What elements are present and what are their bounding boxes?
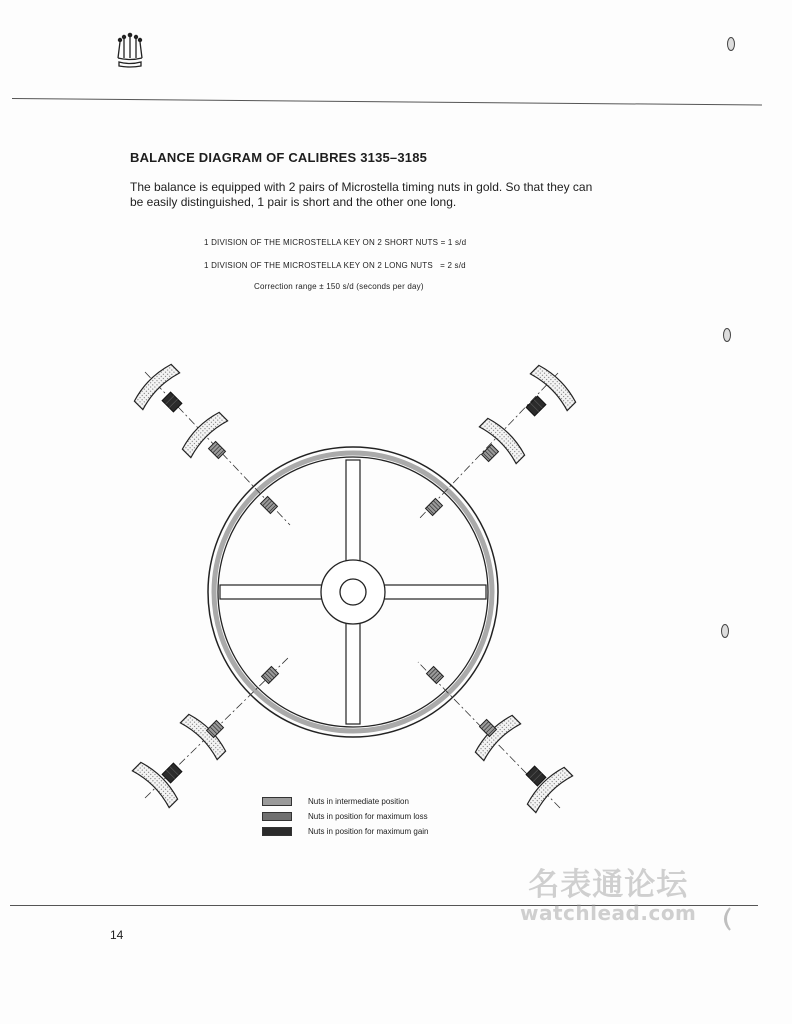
binder-hole-icon [720, 623, 730, 639]
legend-swatch-max-gain [262, 827, 292, 836]
intro-paragraph: The balance is equipped with 2 pairs of Microstella timing nuts in gold. So that they can be easily distinguished, 1 pair is short and the other one long. [130, 180, 593, 209]
legend-swatch-max-loss [262, 812, 292, 821]
watermark-line1: 名表通论坛 [528, 867, 689, 903]
legend-label: Nuts in position for maximum loss [308, 812, 428, 821]
legend-item-max-loss [262, 809, 429, 824]
nut-group-bottom-right [427, 667, 573, 813]
legend-label: Nuts in intermediate position [308, 797, 409, 806]
nut-group-bottom-left [132, 667, 278, 808]
watermark [520, 867, 697, 925]
spec-correction-range: Correction range ± 150 s/d (seconds per day) [254, 282, 424, 291]
balance-diagram [100, 340, 620, 840]
page-title: BALANCE DIAGRAM OF CALIBRES 3135–3185 [130, 150, 428, 165]
header-rule [12, 98, 762, 106]
legend-item-intermediate [262, 794, 429, 809]
spec-long-nuts: 1 DIVISION OF THE MICROSTELLA KEY ON 2 LONG NUTS = 2 s/d [204, 261, 466, 270]
page-number: 14 [110, 928, 124, 942]
crown-icon [110, 30, 150, 70]
diagram-legend [262, 794, 429, 839]
moon-icon [718, 906, 734, 932]
legend-item-max-gain [262, 824, 429, 839]
binder-hole-icon [722, 327, 732, 343]
binder-hole-icon [726, 36, 736, 52]
legend-label: Nuts in position for maximum gain [308, 827, 429, 836]
legend-swatch-intermediate [262, 797, 292, 806]
watermark-line2: watchlead.com [520, 901, 697, 925]
spec-short-nuts: 1 DIVISION OF THE MICROSTELLA KEY ON 2 SHORT NUTS = 1 s/d [204, 238, 467, 247]
